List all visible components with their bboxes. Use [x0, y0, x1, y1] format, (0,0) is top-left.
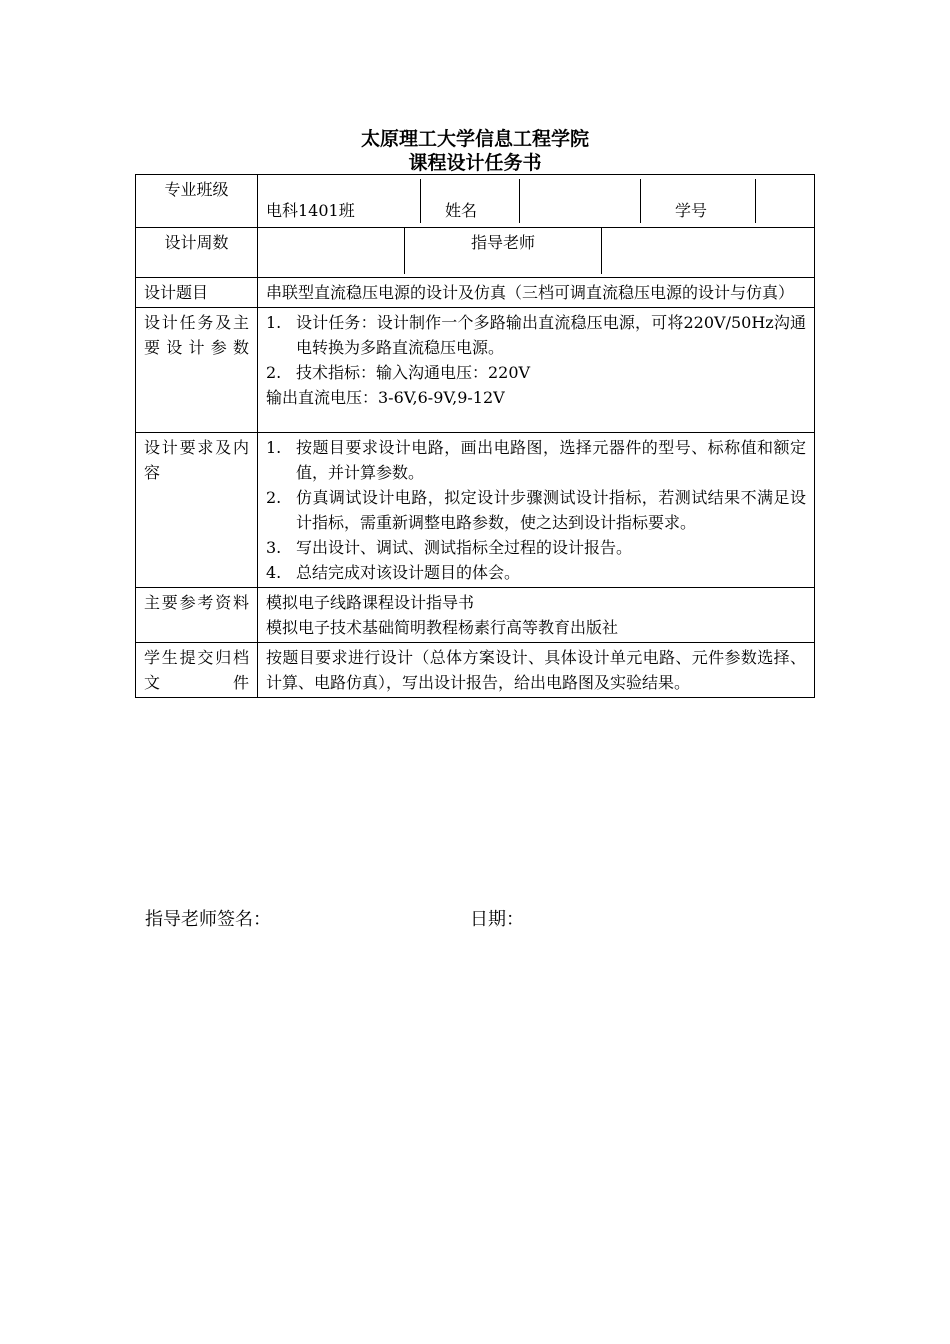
- tasks-row: [136, 308, 815, 433]
- weeks-value: [258, 228, 404, 276]
- output-voltage-line: 输出直流电压：3-6V,6-9V,9-12V: [266, 388, 505, 407]
- requirement-item-number: 4.: [266, 563, 282, 582]
- task-table: [135, 174, 815, 698]
- task-item-number: 1.: [266, 313, 282, 332]
- requirement-item: [266, 535, 806, 560]
- requirement-item: [266, 485, 806, 535]
- document-title: 课程设计任务书: [408, 152, 542, 174]
- task-item: [266, 310, 806, 360]
- reference-line: 模拟电子线路课程设计指导书: [266, 593, 475, 612]
- major-class-value: 电科1401班: [266, 201, 355, 220]
- reference-line: 模拟电子技术基础简明教程杨素行高等教育出版社: [266, 618, 619, 637]
- requirements-row: [136, 433, 815, 588]
- requirement-item: [266, 560, 806, 585]
- task-item-text: 技术指标：输入沟通电压：220V: [296, 363, 531, 382]
- info-row-1: [136, 175, 815, 228]
- task-item-text: 设计任务：设计制作一个多路输出直流稳压电源，可将220V/50Hz沟通电转换为多路直流稳压电源。: [296, 313, 806, 357]
- requirement-item-number: 1.: [266, 438, 282, 457]
- tasks-label: 设计任务及主要设计参数: [144, 313, 249, 357]
- info-row-2: [136, 228, 815, 278]
- submission-value: 按题目要求进行设计（总体方案设计、具体设计单元电路、元件参数选择、计算、电路仿真），写出设计报告，给出电路图及实验结果。: [258, 643, 815, 698]
- date-label: 日期：: [470, 909, 524, 930]
- name-value: [519, 179, 640, 223]
- references-label: 主要参考资料: [144, 593, 249, 612]
- student-id-value: [755, 179, 814, 223]
- teacher-signature-label: 指导老师签名：: [145, 909, 271, 930]
- requirement-item-text: 按题目要求设计电路，画出电路图，选择元器件的型号、标称值和额定值，并计算参数。: [296, 438, 806, 482]
- school-name: 太原理工大学信息工程学院: [360, 128, 589, 150]
- teacher-label: 指导老师: [404, 228, 601, 274]
- submission-label: 学生提交归档文件: [144, 648, 249, 692]
- teacher-value: [601, 228, 814, 274]
- task-item-number: 2.: [266, 363, 282, 382]
- weeks-label: 设计周数: [136, 228, 258, 278]
- requirement-item-number: 2.: [266, 488, 282, 507]
- requirement-item-text: 仿真调试设计电路，拟定设计步骤测试设计指标，若测试结果不满足设计指标，需重新调整电路参数，使之达到设计指标要求。: [296, 488, 806, 532]
- requirement-item-text: 写出设计、调试、测试指标全过程的设计报告。: [296, 538, 633, 557]
- major-class-label: 专业班级: [136, 175, 258, 228]
- requirement-item: [266, 435, 806, 485]
- name-label: 姓名: [420, 179, 519, 223]
- requirement-item-text: 总结完成对该设计题目的体会。: [296, 563, 521, 582]
- student-id-label: 学号: [640, 179, 755, 223]
- submission-row: [136, 643, 815, 698]
- requirements-label: 设计要求及内容: [144, 438, 249, 482]
- references-row: [136, 588, 815, 643]
- topic-label: 设计题目: [136, 278, 258, 308]
- task-item: [266, 360, 806, 385]
- topic-row: [136, 278, 815, 308]
- requirement-item-number: 3.: [266, 538, 282, 557]
- topic-value: 串联型直流稳压电源的设计及仿真（三档可调直流稳压电源的设计与仿真）: [258, 278, 815, 308]
